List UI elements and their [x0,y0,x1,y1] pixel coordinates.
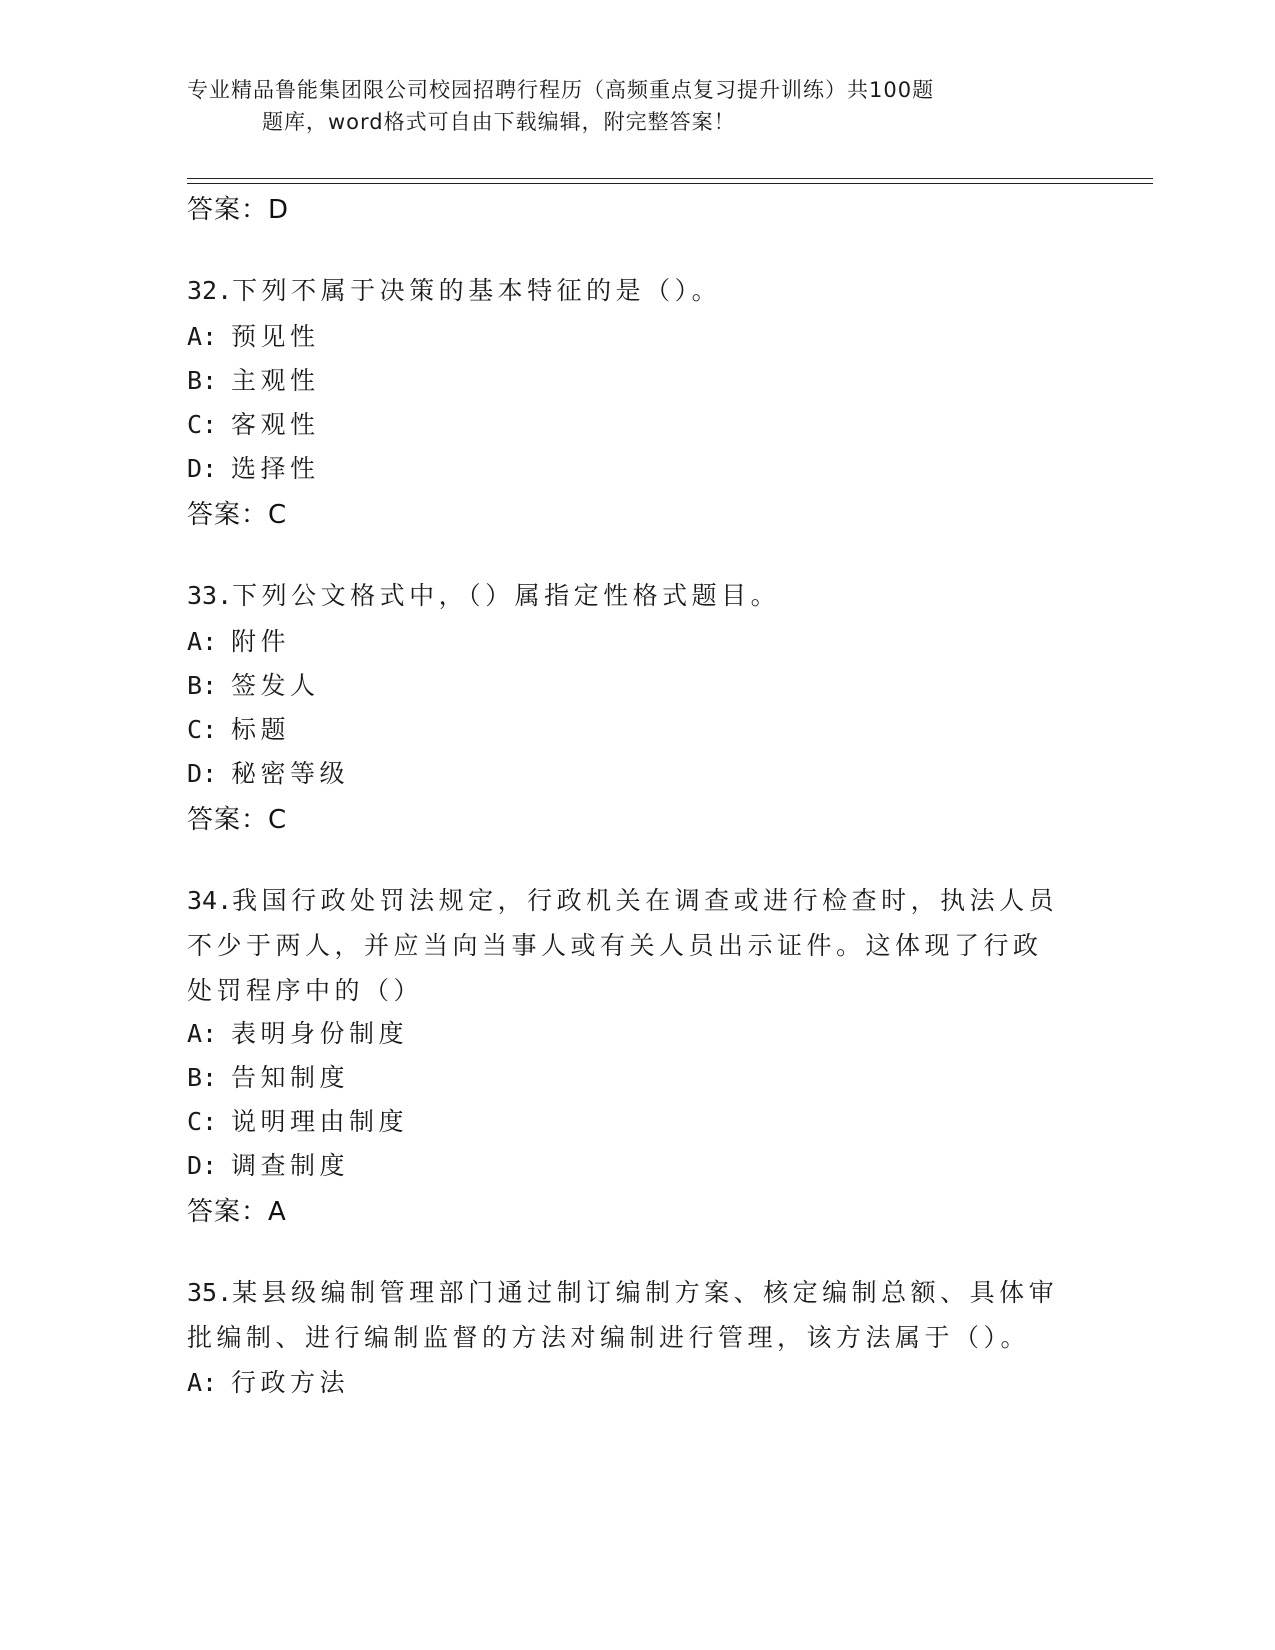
option-letter: B: [187,366,218,395]
option-item [187,1061,349,1095]
question-number: 32. [187,276,233,305]
option-letter: A: [187,627,218,656]
question-body: 我国行政处罚法规定，行政机关在调查或进行检查时，执法人员不少于两人，并应当向当事人或有关人员出示证件。这体现了行政处罚程序中的（） [187,886,1059,1005]
answer-line: 答案：C [187,500,288,530]
option-text: 主观性 [231,366,320,395]
option-text: 表明身份制度 [231,1019,409,1048]
question-text [187,573,1067,618]
option-text: 附件 [231,627,291,656]
option-letter: D: [187,759,218,788]
option-item [187,1017,408,1051]
question-text [187,1270,1067,1360]
header-divider-bottom [187,183,1153,184]
option-letter: B: [187,1063,218,1092]
question-number: 35. [187,1278,233,1307]
option-letter: D: [187,454,218,483]
option-letter: C: [187,1107,218,1136]
option-item [187,757,349,791]
header-title-line1: 专业精品鲁能集团限公司校园招聘行程历（高频重点复习提升训练）共100题 [187,78,935,102]
option-item [187,1366,349,1400]
option-item [187,625,290,659]
option-letter: B: [187,671,218,700]
question-number: 33. [187,581,233,610]
option-item [187,669,320,703]
option-letter: D: [187,1151,218,1180]
option-text: 行政方法 [231,1368,350,1397]
option-letter: A: [187,1368,218,1397]
option-item [187,1105,408,1139]
answer-line: 答案：D [187,195,290,225]
option-item [187,1149,349,1183]
option-text: 签发人 [231,671,320,700]
option-text: 选择性 [231,454,320,483]
option-text: 预见性 [231,322,320,351]
question-body: 某县级编制管理部门通过制订编制方案、核定编制总额、具体审批编制、进行编制监督的方法对编制进行管理，该方法属于（）。 [187,1278,1059,1352]
option-text: 标题 [231,715,291,744]
option-item [187,364,320,398]
document-header [187,74,1067,138]
option-text: 调查制度 [231,1151,350,1180]
answer-line: 答案：C [187,805,288,835]
header-divider-top [187,178,1153,179]
option-letter: C: [187,715,218,744]
question-body: 下列不属于决策的基本特征的是（）。 [232,276,722,305]
option-letter: A: [187,1019,218,1048]
option-text: 客观性 [231,410,320,439]
option-letter: C: [187,410,218,439]
question-body: 下列公文格式中，（）属指定性格式题目。 [232,581,781,610]
option-letter: A: [187,322,218,351]
option-text: 秘密等级 [231,759,350,788]
answer-line: 答案：A [187,1197,287,1227]
header-title-line2: 题库，word格式可自由下载编辑，附完整答案！ [262,110,736,134]
question-text [187,268,1067,313]
option-item [187,408,320,442]
option-text: 告知制度 [231,1063,350,1092]
option-item [187,713,290,747]
option-item [187,320,320,354]
option-text: 说明理由制度 [231,1107,409,1136]
question-text [187,878,1067,1013]
option-item [187,452,320,486]
question-number: 34. [187,886,233,915]
